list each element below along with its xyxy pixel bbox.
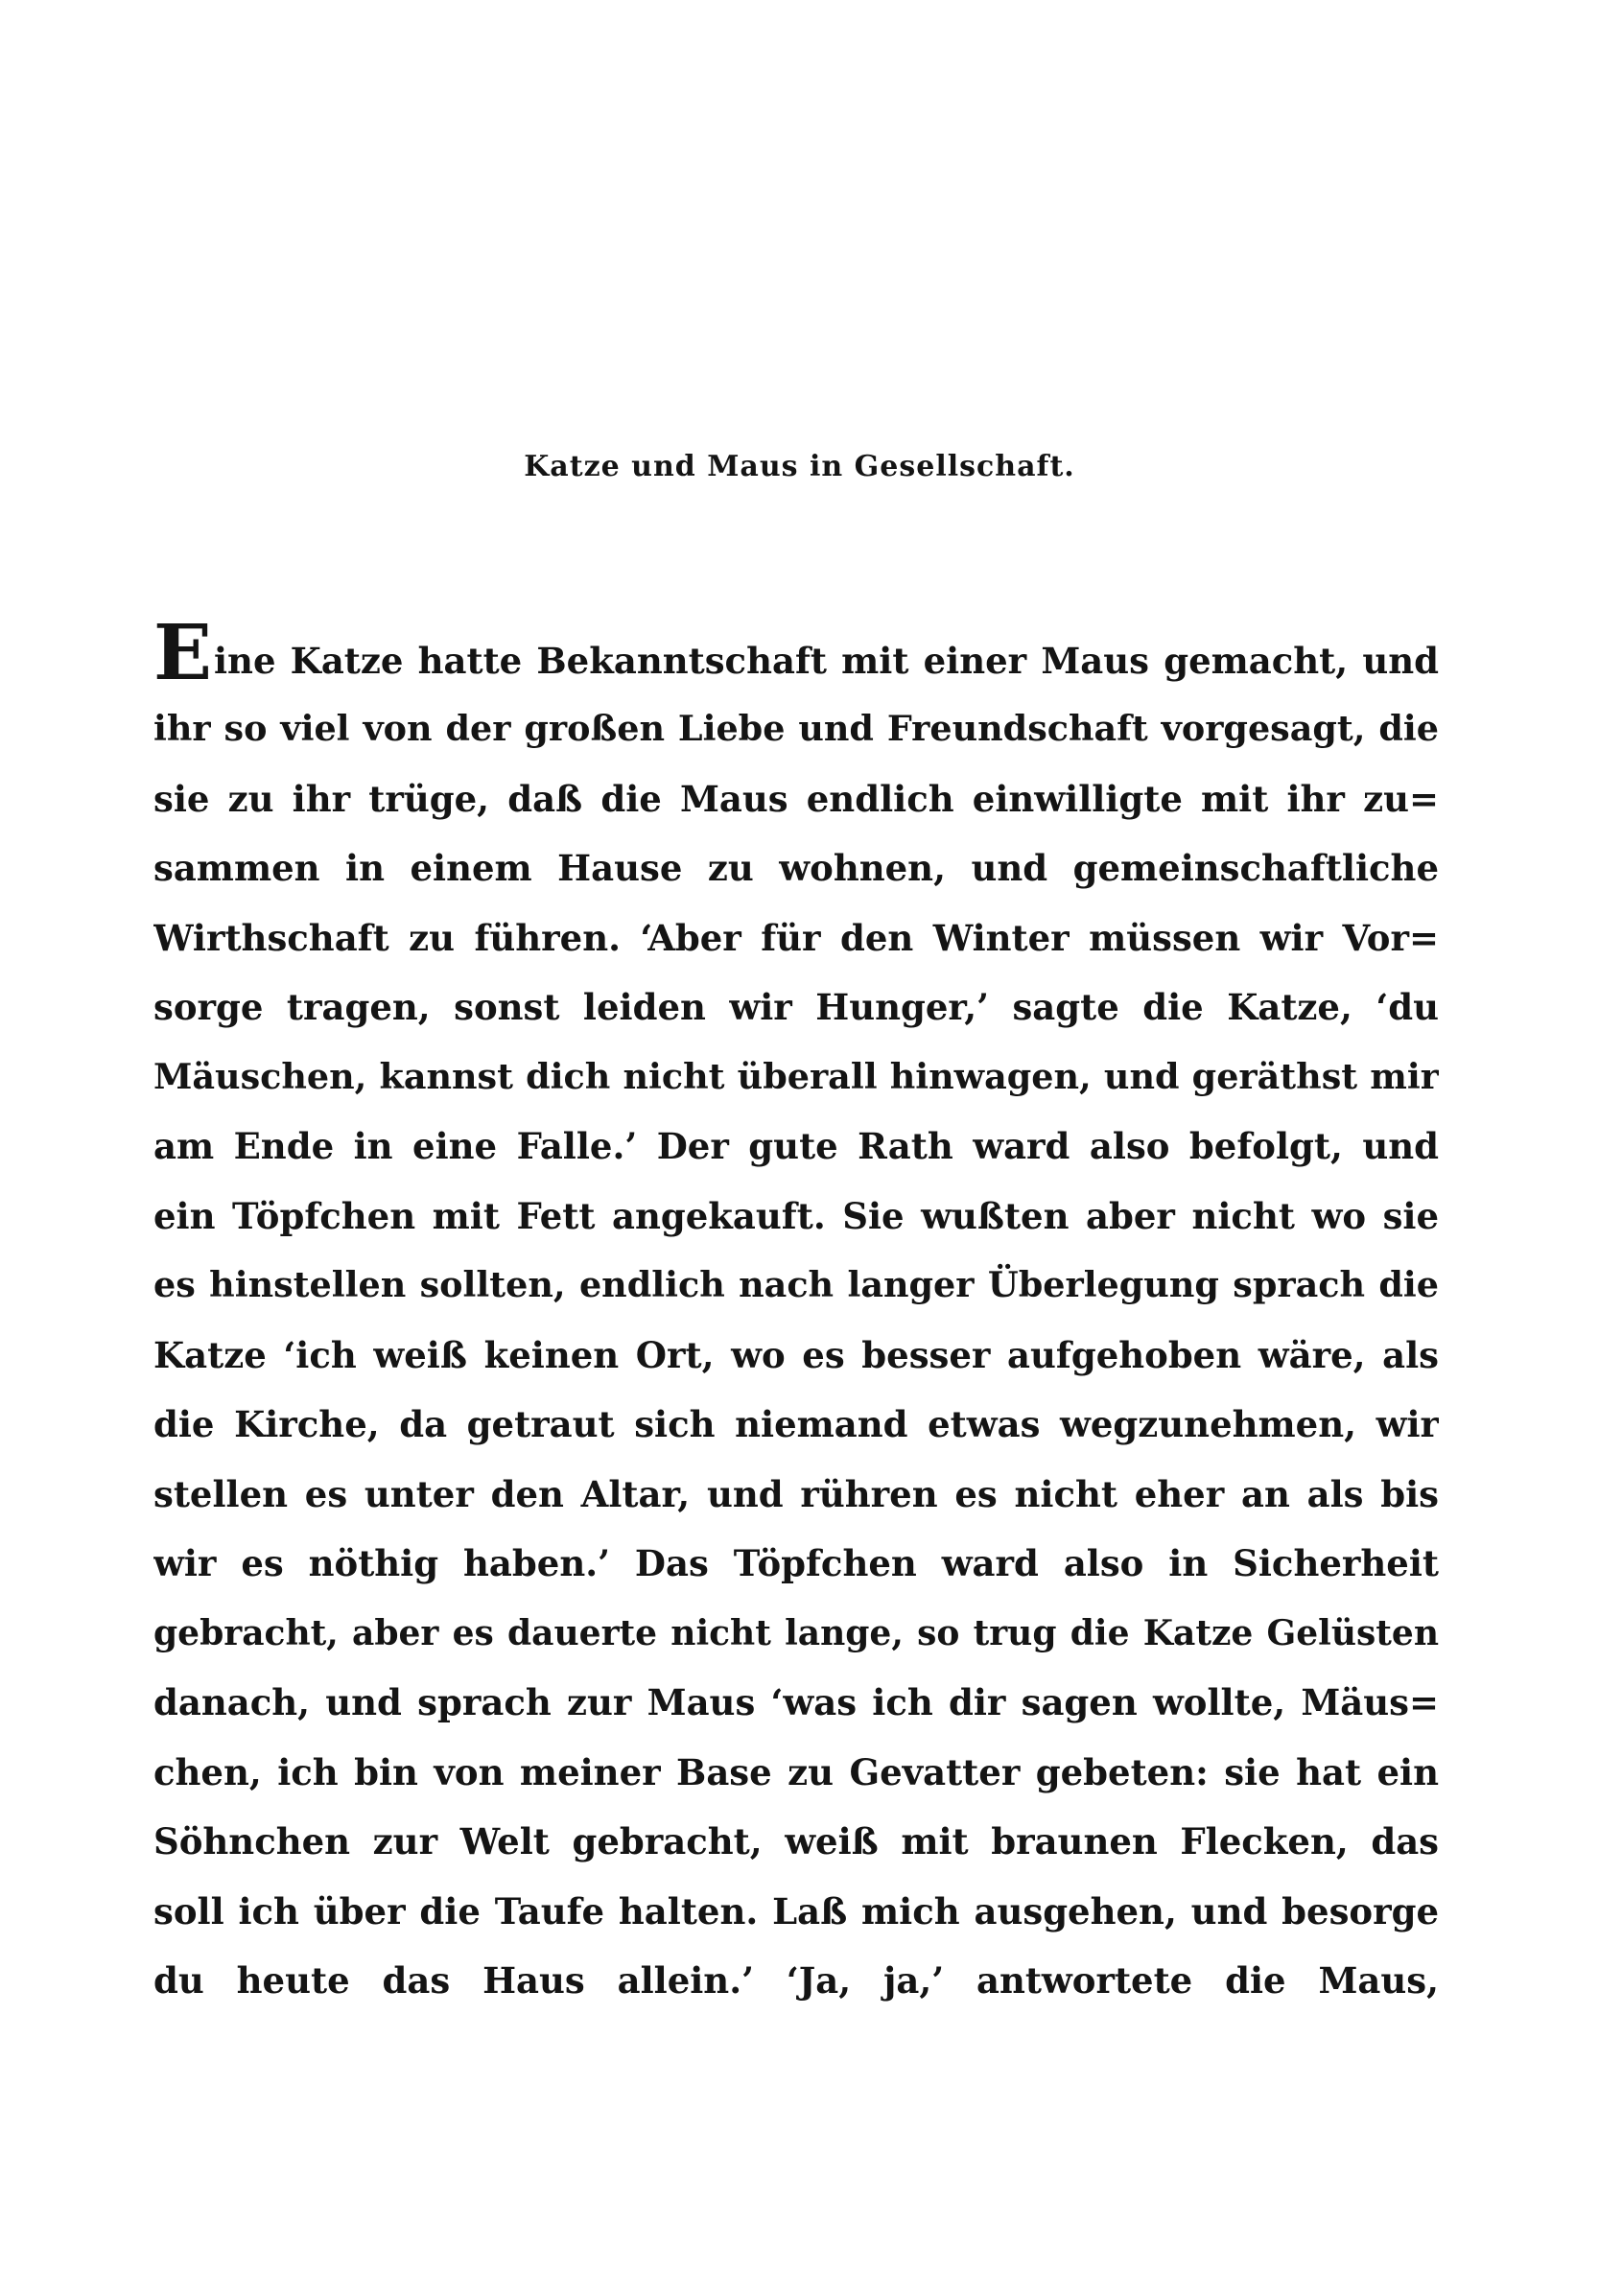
- drop-cap: E: [153, 614, 212, 694]
- text-line: gebracht, aber es dauerte nicht lange, so trug die Katze Gelüsten: [153, 1612, 1439, 1653]
- text-line: chen, ich bin von meiner Base zu Gevatter gebeten: sie hat ein: [153, 1750, 1439, 1793]
- text-line: sammen in einem Hause zu wohnen, und gemeinschaftliche: [153, 847, 1439, 889]
- text-line: stellen es unter den Altar, und rühren es nicht eher an als bis: [153, 1472, 1439, 1515]
- text-line: die Kirche, da getraut sich niemand etwas wegzunehmen, wir: [153, 1403, 1439, 1445]
- text-line: Wirthschaft zu führen. ‘Aber für den Winter müssen wir Vor=: [153, 916, 1439, 959]
- text-line: wir es nöthig haben.’ Das Töpfchen ward also in Sicherheit: [153, 1542, 1439, 1584]
- text-line: ihr so viel von der großen Liebe und Freundschaft vorgesagt, die: [153, 708, 1439, 749]
- text-line: ein Töpfchen mit Fett angekauft. Sie wußten aber nicht wo sie: [153, 1194, 1439, 1237]
- text-line-first: [153, 614, 1439, 694]
- page-title: Katze und Maus in Gesellschaft.: [524, 450, 1075, 483]
- text-line: sorge tragen, sonst leiden wir Hunger,’ sagte die Katze, ‘du: [153, 986, 1439, 1028]
- text-line: es hinstellen sollten, endlich nach langer Überlegung sprach die: [153, 1264, 1439, 1305]
- text-line: sie zu ihr trüge, daß die Maus endlich einwilligte mit ihr zu=: [153, 777, 1439, 820]
- text-line: danach, und sprach zur Maus ‘was ich dir sagen wollte, Mäus=: [153, 1681, 1439, 1723]
- first-line-text: ine Katze hatte Bekanntschaft mit einer Maus gemacht, und: [213, 640, 1439, 682]
- text-line: Mäuschen, kannst dich nicht überall hinwagen, und geräthst mir: [153, 1055, 1439, 1097]
- text-line: Söhnchen zur Welt gebracht, weiß mit braunen Flecken, das: [153, 1820, 1439, 1863]
- body-text: [153, 614, 1439, 2016]
- text-line: am Ende in eine Falle.’ Der gute Rath ward also befolgt, und: [153, 1125, 1439, 1167]
- text-line: du heute das Haus allein.’ ‘Ja, ja,’ antwortete die Maus,: [153, 1959, 1439, 2002]
- text-line: soll ich über die Taufe halten. Laß mich ausgehen, und besorge: [153, 1889, 1439, 1933]
- text-line: Katze ‘ich weiß keinen Ort, wo es besser aufgehoben wäre, als: [153, 1333, 1439, 1376]
